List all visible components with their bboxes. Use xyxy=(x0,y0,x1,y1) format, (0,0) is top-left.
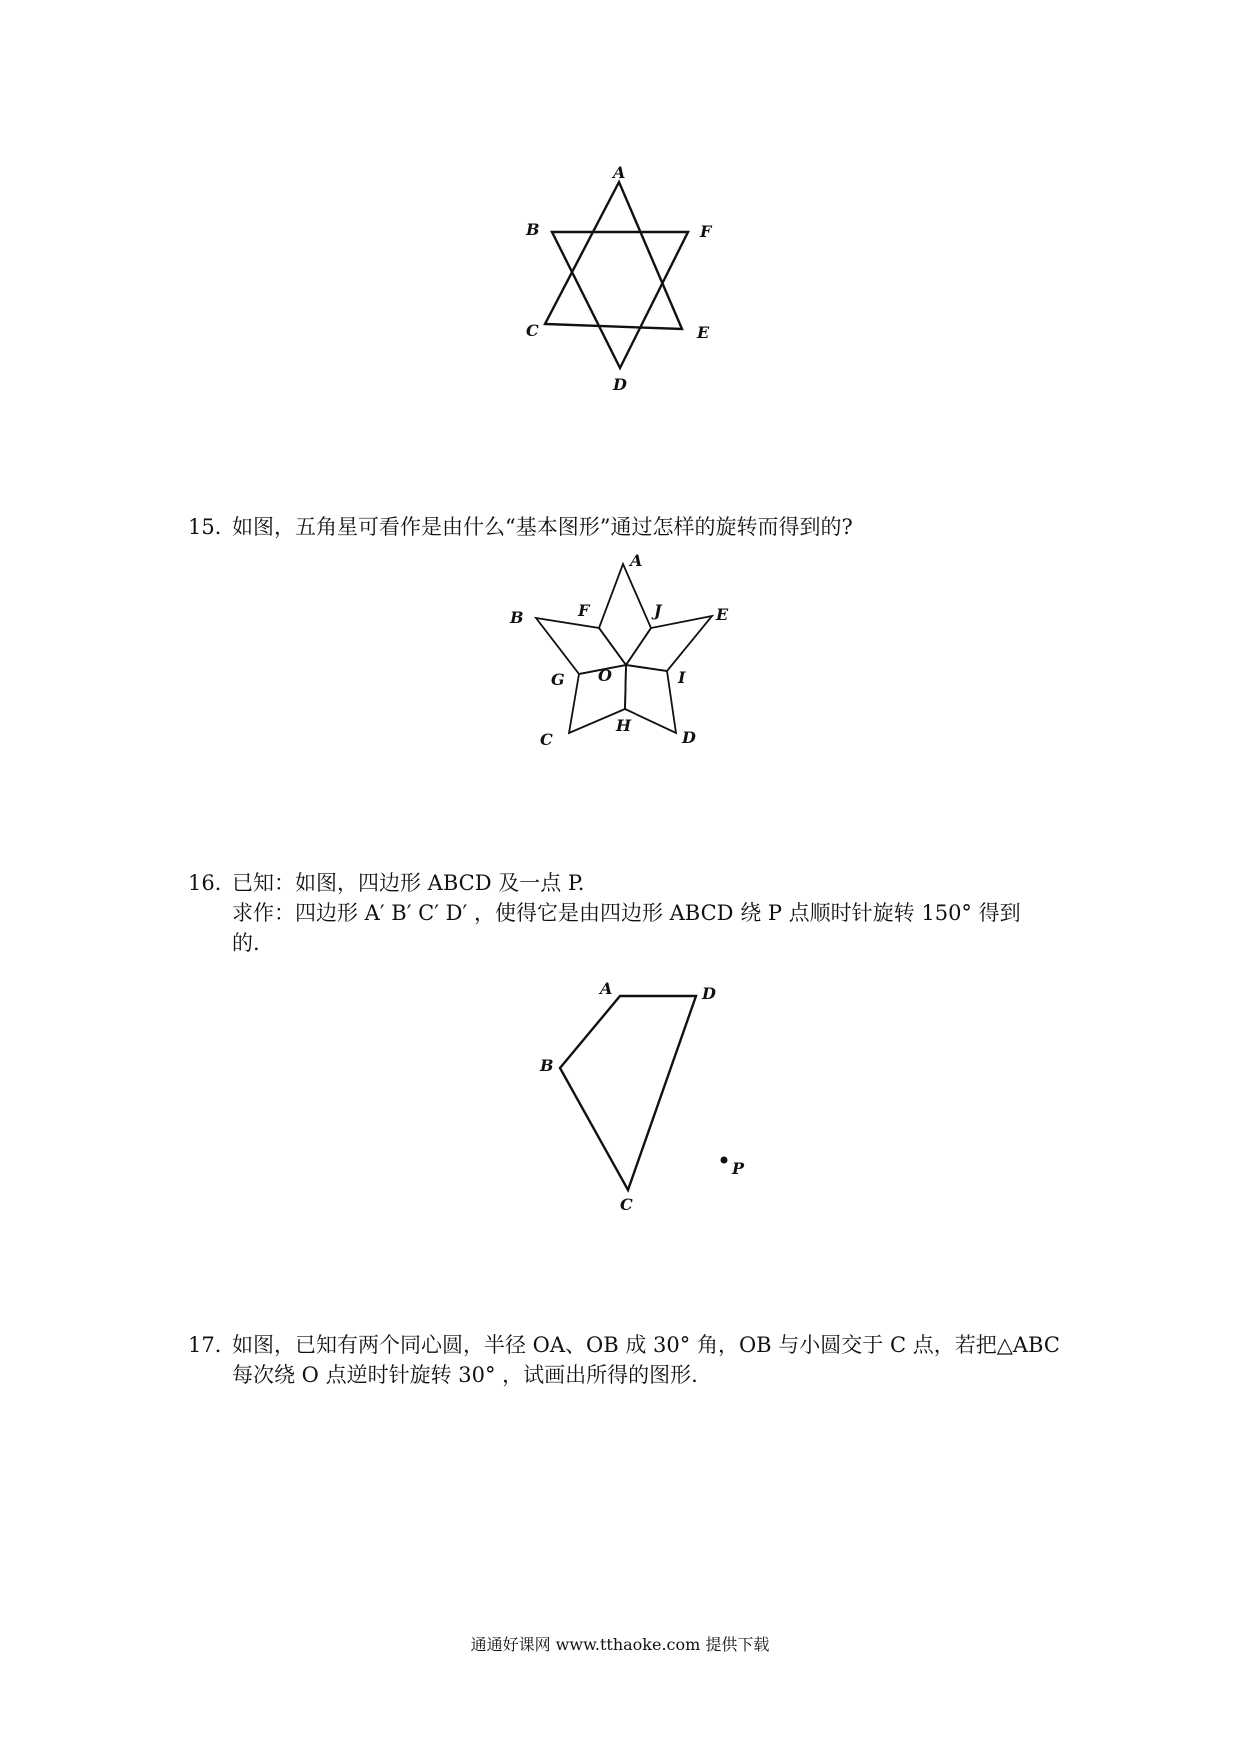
five-point-star-figure xyxy=(500,550,740,770)
point-p xyxy=(721,1157,728,1164)
question-16-number: 16． xyxy=(188,871,236,895)
question-16-given: 已知：如图，四边形 ABCD 及一点 P. xyxy=(232,871,585,895)
question-16-line-1 xyxy=(188,868,1021,898)
star-label-a: A xyxy=(630,551,643,570)
question-16 xyxy=(188,868,1021,958)
question-15-number: 15． xyxy=(188,515,236,539)
star-label-j: J xyxy=(654,601,662,620)
star-label-h: H xyxy=(616,716,632,735)
question-16-line-3-wrap xyxy=(188,928,1021,958)
quad-label-p: P xyxy=(732,1159,745,1178)
hexagram-label-a: A xyxy=(613,163,626,182)
star-label-c: C xyxy=(540,730,553,749)
question-16-line-2-wrap xyxy=(188,898,1021,928)
page-footer xyxy=(0,1632,1240,1655)
quadrilateral-svg xyxy=(530,970,760,1220)
kite-right xyxy=(626,616,712,671)
star-label-i: I xyxy=(678,668,686,687)
star-label-g: G xyxy=(551,670,565,689)
question-17-text-2: 每次绕 O 点逆时针旋转 30° ，试画出所得的图形. xyxy=(232,1363,698,1387)
kite-left xyxy=(536,618,626,674)
question-17 xyxy=(188,1330,1060,1390)
question-17-text-1: 如图，已知有两个同心圆，半径 OA、OB 成 30° 角，OB 与小圆交于 C 点，若把△ABC xyxy=(232,1333,1060,1357)
hexagram-triangle-up xyxy=(545,182,682,329)
kite-bottom-right xyxy=(625,665,676,733)
hexagram-label-d: D xyxy=(613,375,627,394)
kite-top xyxy=(599,564,651,665)
hexagram-triangle-down xyxy=(552,232,688,368)
star-label-d: D xyxy=(682,728,696,747)
hexagram-label-f: F xyxy=(700,222,712,241)
quad-label-a: A xyxy=(600,979,613,998)
question-16-construct: 求作：四边形 A′ B′ C′ D′ ，使得它是由四边形 ABCD 绕 P 点顺时针旋转 150° 得到 xyxy=(232,901,1021,925)
hexagram-figure xyxy=(500,160,740,400)
question-17-line-2-wrap xyxy=(188,1360,1060,1390)
question-15 xyxy=(188,512,853,542)
hexagram-label-b: B xyxy=(526,220,540,239)
quadrilateral-abcd xyxy=(560,996,696,1190)
hexagram-label-e: E xyxy=(697,323,710,342)
question-15-text: 如图，五角星可看作是由什么“基本图形”通过怎样的旋转而得到的? xyxy=(232,515,853,539)
star-label-b: B xyxy=(510,608,524,627)
question-16-ending: 的. xyxy=(232,931,260,955)
hexagram-label-c: C xyxy=(526,321,539,340)
question-17-line-1 xyxy=(188,1330,1060,1360)
star-label-e: E xyxy=(716,605,729,624)
quadrilateral-figure xyxy=(530,970,760,1220)
quad-label-d: D xyxy=(702,984,716,1003)
five-point-star-svg xyxy=(500,550,740,770)
question-17-number: 17． xyxy=(188,1333,236,1357)
quad-label-b: B xyxy=(540,1056,554,1075)
footer-text: 通通好课网 www.tthaoke.com 提供下载 xyxy=(470,1635,770,1654)
star-label-o: O xyxy=(598,666,612,685)
quad-label-c: C xyxy=(620,1195,633,1214)
star-label-f: F xyxy=(578,601,590,620)
hexagram-svg xyxy=(500,160,740,400)
